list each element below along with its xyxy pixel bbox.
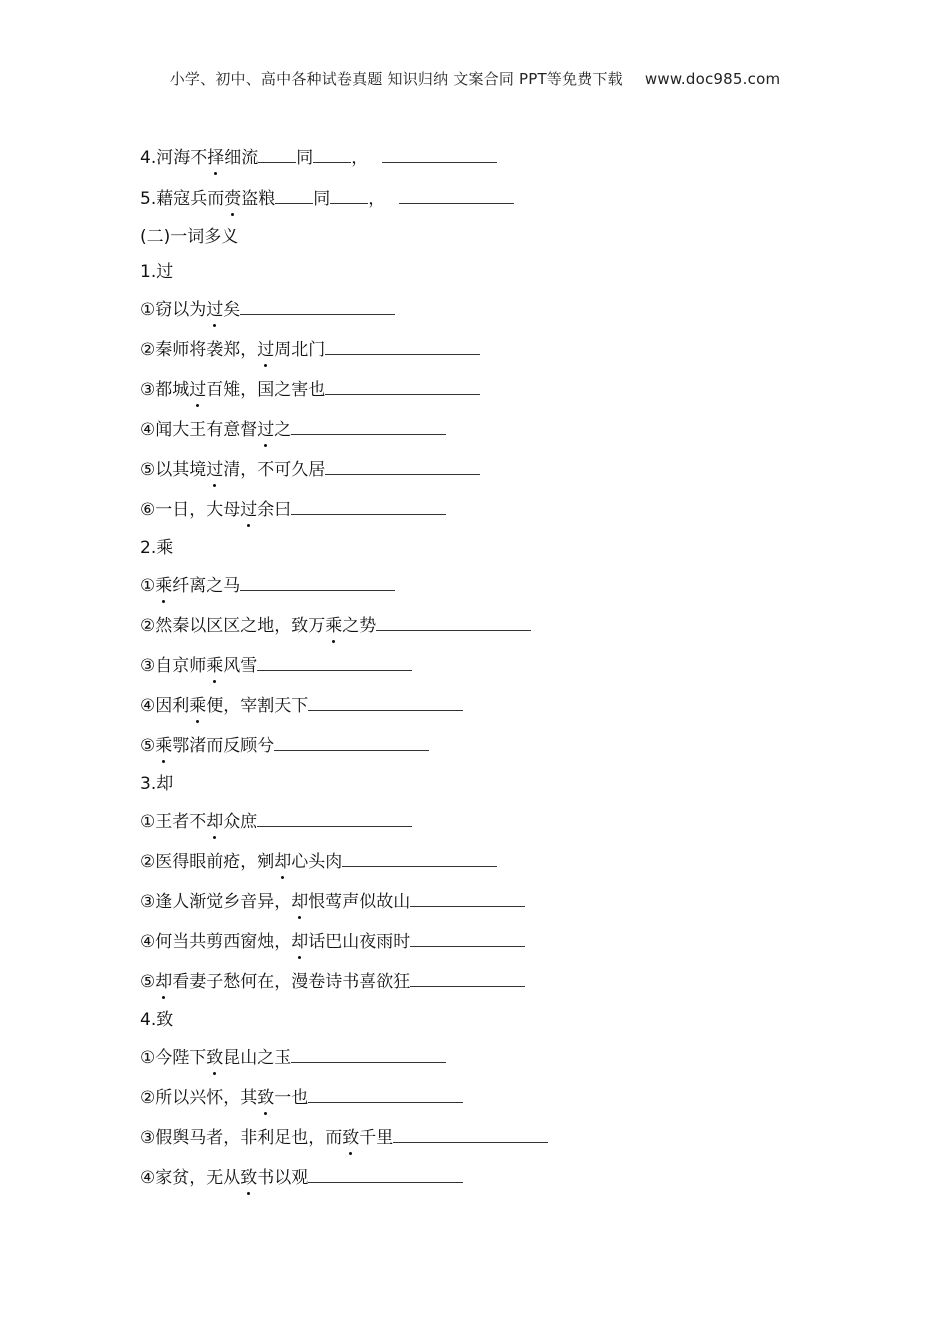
answer-blank[interactable] — [325, 377, 480, 395]
answer-blank[interactable] — [393, 1125, 548, 1143]
sense-item: ⑤乘鄂渚而反顾兮 — [140, 733, 429, 757]
sense-item: ④何当共剪西窗烛，却话巴山夜雨时 — [140, 929, 525, 953]
sense-item: ①今陛下致昆山之玉 — [140, 1045, 446, 1069]
answer-blank[interactable] — [291, 1045, 446, 1063]
answer-blank[interactable] — [308, 693, 463, 711]
answer-blank[interactable] — [410, 929, 525, 947]
answer-blank[interactable] — [330, 186, 368, 204]
section-title: (二)一词多义 — [140, 227, 239, 247]
sense-item: ③假舆马者，非利足也，而致千里 — [140, 1125, 548, 1149]
sense-item: ②所以兴怀，其致一也 — [140, 1085, 463, 1109]
word-group-title: 1.过 — [140, 262, 174, 282]
sense-item: ①王者不却众庶 — [140, 809, 412, 833]
sense-item: ⑤以其境过清，不可久居 — [140, 457, 480, 481]
sense-item: ③自京师乘风雪 — [140, 653, 412, 677]
sense-item: ②医得眼前疮，剜却心头肉 — [140, 849, 497, 873]
answer-blank[interactable] — [342, 849, 497, 867]
sense-item: ②秦师将袭郑，过周北门 — [140, 337, 480, 361]
sense-item: ④因利乘便，宰割天下 — [140, 693, 463, 717]
answer-blank[interactable] — [410, 969, 525, 987]
answer-blank[interactable] — [240, 573, 395, 591]
sense-item: ④家贫，无从致书以观 — [140, 1165, 463, 1189]
answer-blank[interactable] — [257, 809, 412, 827]
header-site: www.doc985.com — [644, 70, 781, 88]
tongjia-item-5: 5.藉寇兵而赍盗粮 同 ， — [140, 186, 514, 210]
page-header — [0, 68, 950, 89]
answer-blank[interactable] — [376, 613, 531, 631]
answer-blank[interactable] — [410, 889, 525, 907]
word-group-title: 2.乘 — [140, 538, 174, 558]
header-text: 小学、初中、高中各种试卷真题 知识归纳 文案合同 PPT等免费下载 — [169, 70, 623, 88]
word-group-title: 4.致 — [140, 1010, 174, 1030]
answer-blank[interactable] — [325, 337, 480, 355]
answer-blank[interactable] — [275, 186, 313, 204]
answer-blank[interactable] — [274, 733, 429, 751]
sense-item: ③都城过百雉，国之害也 — [140, 377, 480, 401]
sense-item: ③逢人渐觉乡音异，却恨莺声似故山 — [140, 889, 525, 913]
answer-blank[interactable] — [325, 457, 480, 475]
sense-item: ②然秦以区区之地，致万乘之势 — [140, 613, 531, 637]
answer-blank[interactable] — [240, 297, 395, 315]
sense-item: ①乘纤离之马 — [140, 573, 395, 597]
answer-blank[interactable] — [308, 1085, 463, 1103]
answer-blank[interactable] — [291, 417, 446, 435]
answer-blank[interactable] — [258, 145, 296, 163]
word-group-title: 3.却 — [140, 774, 174, 794]
tongjia-item-4: 4.河海不择细流 同 ， — [140, 145, 497, 169]
sense-item: ①窃以为过矣 — [140, 297, 395, 321]
answer-blank[interactable] — [291, 497, 446, 515]
sense-item: ⑤却看妻子愁何在，漫卷诗书喜欲狂 — [140, 969, 525, 993]
answer-blank[interactable] — [313, 145, 351, 163]
sense-item: ⑥一日，大母过余曰 — [140, 497, 446, 521]
answer-blank[interactable] — [382, 145, 497, 163]
answer-blank[interactable] — [257, 653, 412, 671]
answer-blank[interactable] — [399, 186, 514, 204]
answer-blank[interactable] — [308, 1165, 463, 1183]
sense-item: ④闻大王有意督过之 — [140, 417, 446, 441]
